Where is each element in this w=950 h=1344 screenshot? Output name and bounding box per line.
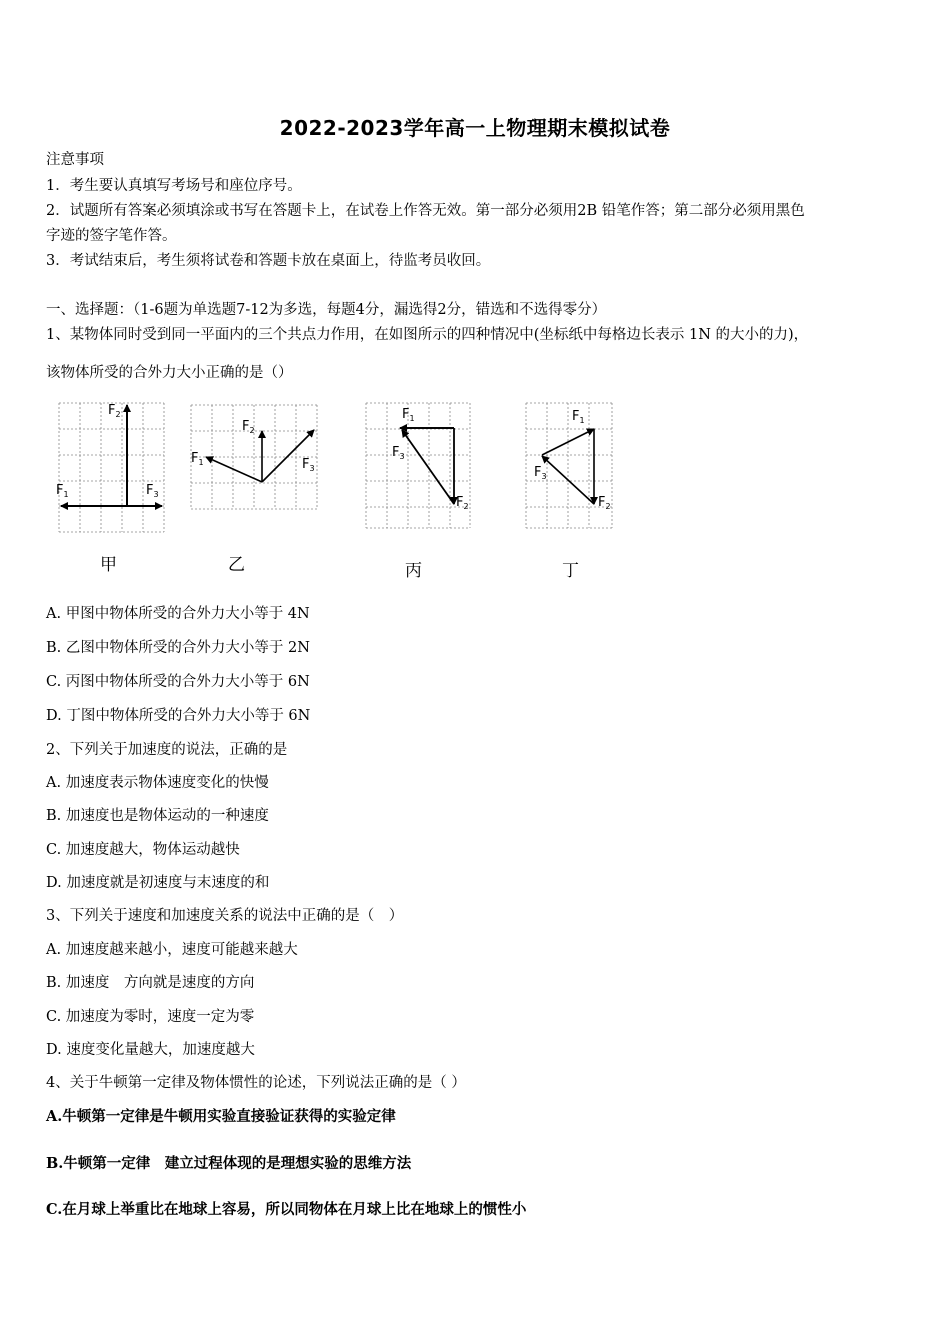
figure-label: 丙 [405,561,422,581]
question-stem: 2、下列关于加速度的说法，正确的是 [46,742,288,758]
force-diagram [186,402,321,514]
option-b: B. 乙图中物体所受的合外力大小等于 2N [46,640,310,656]
notice-item: 字迹的签字笔作答。 [46,228,177,244]
question-stem: 3、下列关于速度和加速度关系的说法中正确的是（ ） [46,908,404,924]
svg-text:F2: $F_2$ [108,403,121,419]
question-stem: 4、关于牛顿第一定律及物体惯性的论述，下列说法正确的是（ ） [46,1075,466,1091]
svg-text:F2: $F_2$ [242,419,255,435]
svg-text:F1: $F_1$ [56,483,69,499]
svg-text:F3: $F_3$ [302,457,315,473]
question-stem: 1、某物体同时受到同一平面内的三个共点力作用，在如图所示的四种情况中(坐标纸中每格边长表示 1N 的大小的力)， [46,327,809,343]
option-b: B. 加速度 方向就是速度的方向 [46,975,255,991]
notice-item: 3．考试结束后，考生须将试卷和答题卡放在桌面上，待监考员收回。 [46,253,491,269]
option-a: A. 甲图中物体所受的合外力大小等于 4N [46,606,310,622]
section-heading: 一、选择题：（1-6题为单选题7-12为多选，每题4分，漏选得2分，错选和不选得零分） [46,302,607,318]
svg-text:F3: $F_3$ [534,465,547,481]
svg-text:F3: $F_3$ [392,445,405,461]
option-d: D. 加速度就是初速度与末速度的和 [46,875,270,891]
svg-text:F3: $F_3$ [146,483,159,499]
f3-arrow [262,430,314,482]
notice-item: 2．试题所有答案必须填涂或书写在答题卡上，在试卷上作答无效。第一部分必须用2B 铅笔作答；第二部分必须用黑色 [46,203,805,219]
force-figure-jia [52,398,172,542]
force-diagram [52,398,172,538]
option-c: C. 加速度越大，物体运动越快 [46,842,240,858]
force-diagram [362,398,474,533]
option-c: C. 加速度为零时，速度一定为零 [46,1009,255,1025]
svg-text:F1: $F_1$ [402,407,415,423]
option-a: A.牛顿第一定律是牛顿用实验直接验证获得的实验定律 [46,1108,396,1125]
svg-text:F1: $F_1$ [191,451,204,467]
f3-arrow [402,430,454,504]
figure-label: 乙 [228,555,245,575]
option-b: B.牛顿第一定律 建立过程体现的是理想实验的思维方法 [46,1155,412,1172]
svg-text:F2: $F_2$ [598,495,611,511]
option-b: B. 加速度也是物体运动的一种速度 [46,808,269,824]
question-stem: 该物体所受的合外力大小正确的是（） [46,365,293,381]
svg-text:F1: $F_1$ [572,409,585,425]
force-diagram [522,398,618,533]
figure-label: 甲 [100,555,117,575]
notice-heading: 注意事项 [46,152,104,168]
option-d: D. 丁图中物体所受的合外力大小等于 6N [46,708,311,724]
option-c: C.在月球上举重比在地球上容易，所以同物体在月球上比在地球上的惯性小 [46,1201,527,1218]
force-figure-ding [522,398,618,537]
figure-label: 丁 [562,561,579,581]
force-figure-yi [186,402,321,518]
option-a: A. 加速度表示物体速度变化的快慢 [46,775,269,791]
option-a: A. 加速度越来越小，速度可能越来越大 [46,942,298,958]
page-title: 2022-2023学年高一上物理期末模拟试卷 [279,116,671,140]
force-figure-bing [362,398,474,537]
option-c: C. 丙图中物体所受的合外力大小等于 6N [46,674,310,690]
svg-text:F2: $F_2$ [456,495,469,511]
notice-item: 1．考生要认真填写考场号和座位序号。 [46,178,302,194]
option-d: D. 速度变化量越大，加速度越大 [46,1042,255,1058]
